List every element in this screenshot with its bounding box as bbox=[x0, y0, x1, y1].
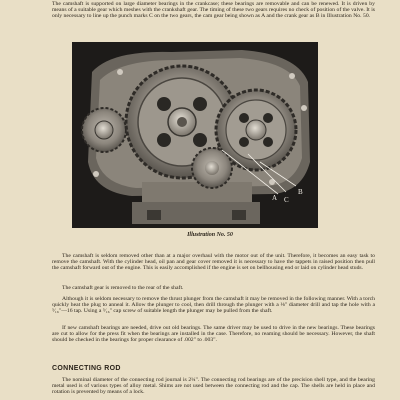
callout-c: C bbox=[284, 196, 289, 204]
callout-b: B bbox=[298, 188, 303, 196]
intro-paragraph: The camshaft is supported on large diameter bearings in the crankcase; these bearings are removable and can be renewed. It is driven by means of a suitable gear which meshes with the crankshaft gear. The timing of these two gears requires no check of position of the valve. It is only necessary to line up the punch marks C on the two gears, the cam gear being shown as A and the crank gear as B in Illustration No. 50. bbox=[52, 1, 375, 20]
body-paragraph: The camshaft is seldom removed other than at a major overhaul with the motor out of the unit. Therefore, it becomes an easy task to remove the camshaft. With the cylinder head, oil pan and gear cover removed it is necessary to have the tappets in raised position then pull the camshaft forward out of the engine. This is easily accomplished if the engine is set on bellhousing end or laid on cylinder head studs. bbox=[52, 253, 375, 272]
callout-a: A bbox=[272, 194, 278, 202]
engine-gear-photo bbox=[72, 42, 318, 228]
lower-gear bbox=[192, 148, 232, 188]
section-heading: CONNECTING ROD bbox=[52, 365, 121, 372]
body-paragraph: The camshaft gear is removed to the rear of the shaft. bbox=[62, 285, 184, 291]
engine-gear-illustration bbox=[72, 42, 318, 228]
small-idler-gear bbox=[82, 108, 126, 152]
body-paragraph: If new camshaft bearings are needed, drive out old bearings. The same driver may be used to drive in the new bearings. These bearings are cut to allow for the press fit when the bearings are installed in the case. Therefore, no reaming should be necessary. However, the shaft should be checked in the bearings for proper clearance of .002" to .003". bbox=[52, 325, 375, 344]
body-paragraph: Although it is seldom necessary to remove the thrust plunger from the camshaft it may be removed in the following manner. With a torch quickly heat the plug to anneal it. Allow the plunger to cool, then drill through the plunger with a ⅛" diameter drill and tap the hole with a ⁵⁄₁₆"—16 tap. Using a ⁵⁄₁₆" cap screw of suitable length the plunger may be pulled from the shaft. bbox=[52, 296, 375, 315]
section-paragraph: The nominal diameter of the connecting rod journal is 2¼". The connecting rod bearings are of the precision shell type, and the bearing metal used is of various types of alloy metal. Shims are not used between the connecting rod and the cap. The shells are held in place and rotation is prevented by means of a lock. bbox=[52, 377, 375, 396]
illustration-caption: Illustration No. 50 bbox=[187, 232, 233, 238]
